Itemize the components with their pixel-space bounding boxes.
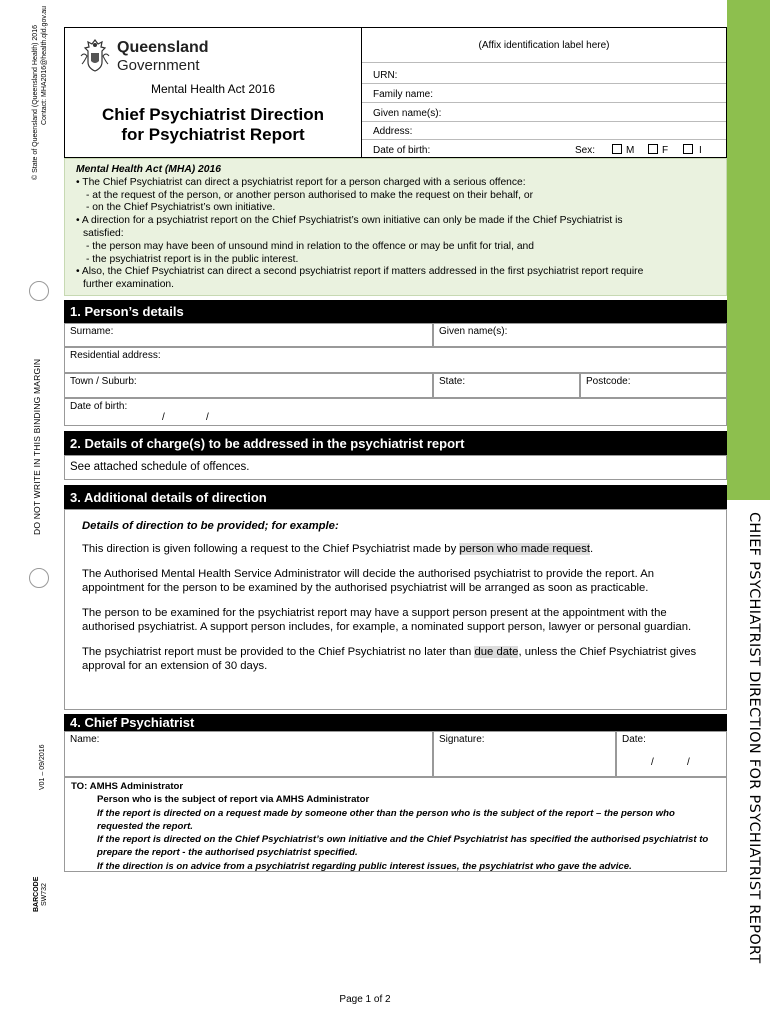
sex-f-checkbox[interactable]: [648, 144, 658, 154]
logo-line1: Queensland: [117, 39, 209, 56]
surname-field[interactable]: Surname:: [64, 323, 433, 347]
page-number: Page 1 of 2: [339, 994, 391, 1005]
queensland-crest-icon: [77, 38, 113, 74]
info-bullet: • Also, the Chief Psychiatrist can direct a second psychiatrist report if matters addressed in the first psychiatrist report require: [76, 266, 644, 278]
to-recipient: If the direction is on advice from a psychiatrist regarding public interest issues, the psychiatrist who gave the advice.: [97, 860, 632, 872]
direction-paragraph-administrator: The Authorised Mental Health Service Administrator will decide the authorised psychiatrist to provide the report. An appointment for the person to be examined by the authorised psychiatrist will be arranged as soon as practicable.: [82, 568, 655, 594]
info-sub-bullet: - at the request of the person, or another person authorised to make the request on their behalf, or: [86, 189, 534, 201]
queensland-government-logo: [77, 38, 217, 76]
address-field[interactable]: Address:: [373, 126, 413, 137]
copyright-text: © State of Queensland (Queensland Health) 2016: [32, 25, 39, 180]
barcode-label: BARCODE: [33, 876, 40, 912]
section3-header: 3. Additional details of direction: [64, 485, 727, 509]
date-slash: /: [651, 757, 654, 768]
cp-date-field[interactable]: Date: / /: [616, 731, 727, 777]
info-bullet: • The Chief Psychiatrist can direct a psychiatrist report for a person charged with a serious offence:: [76, 176, 526, 188]
given-names-field[interactable]: Given name(s):: [373, 108, 442, 119]
version-text: V01 – 09/2016: [39, 744, 46, 790]
info-sub-bullet: - on the Chief Psychiatrist’s own initiative.: [86, 202, 276, 214]
sex-f-label: F: [662, 145, 669, 156]
label-dob-field[interactable]: Date of birth:: [373, 145, 431, 156]
section2-header: 2. Details of charge(s) to be addressed in the psychiatrist report: [64, 431, 727, 455]
direction-paragraph-request: This direction is given following a request to the Chief Psychiatrist made by person who made request.: [82, 543, 594, 555]
given-names-field[interactable]: Given name(s):: [433, 323, 727, 347]
sex-m-checkbox[interactable]: [612, 144, 622, 154]
form-title-line1: Chief Psychiatrist Direction: [101, 105, 324, 124]
info-bullet-cont: satisfied:: [83, 227, 124, 239]
direction-paragraph-support-person: The person to be examined for the psychiatrist report may have a support person present at the appointment with the authorised psychiatrist. A support person includes, for example, a nominated support person, lawyer or personal guardian.: [82, 607, 692, 633]
urn-field[interactable]: URN:: [373, 70, 398, 81]
green-side-tab: [727, 0, 770, 500]
info-sub-bullet: - the person may have been of unsound mind in relation to the offence or may be unfit for trial, and: [86, 240, 534, 252]
requester-placeholder[interactable]: person who made request: [459, 543, 590, 555]
charges-field[interactable]: See attached schedule of offences.: [64, 455, 727, 480]
to-recipient: Person who is the subject of report via AMHS Administrator: [97, 794, 370, 806]
mha-info-box: [64, 158, 727, 296]
residential-address-field[interactable]: Residential address:: [64, 347, 727, 373]
form-code: SW732: [41, 883, 48, 906]
date-slash: /: [687, 757, 690, 768]
side-title-text: CHIEF PSYCHIATRIST DIRECTION FOR PSYCHIATRIST REPORT: [746, 512, 762, 964]
family-name-field[interactable]: Family name:: [373, 89, 434, 100]
sex-label: Sex:: [575, 145, 596, 156]
town-suburb-field[interactable]: Town / Suburb:: [64, 373, 433, 398]
side-title: [742, 512, 762, 964]
date-slash: /: [162, 412, 165, 423]
contact-text: Contact: MHA2016@health.qld.gov.au: [41, 5, 48, 125]
sex-i-label: I: [699, 145, 702, 156]
cp-name-field[interactable]: Name:: [64, 731, 433, 777]
affix-label-note: (Affix identification label here): [478, 40, 610, 51]
example-title: Details of direction to be provided; for example:: [82, 520, 339, 532]
to-recipient: If the report is directed on the Chief Psychiatrist’s own initiative and the Chief Psychiatrist has specified the authorised psychiatrist to prepare the report - the authorised psychiatrist specified.: [97, 834, 709, 859]
cp-signature-field[interactable]: Signature:: [433, 731, 616, 777]
info-sub-bullet: - the psychiatrist report is in the public interest.: [86, 253, 299, 265]
direction-paragraph-due-date: The psychiatrist report must be provided to the Chief Psychiatrist no later than due date, unless the Chief Psychiatrist gives approval for an extension of 30 days.: [82, 646, 697, 672]
due-date-placeholder[interactable]: due date: [474, 646, 519, 658]
punch-hole-bottom: [29, 568, 49, 588]
logo-line2: Government: [117, 57, 200, 74]
sex-m-label: M: [626, 145, 635, 156]
info-title: Mental Health Act (MHA) 2016: [76, 164, 221, 175]
section1-header: 1. Person’s details: [64, 300, 727, 323]
to-recipient: If the report is directed on a request made by someone other than the person who is the subject of the report – the person who requested the report.: [97, 807, 675, 832]
info-bullet: • A direction for a psychiatrist report on the Chief Psychiatrist’s own initiative can only be made if the Chief Psychiatrist is: [76, 215, 623, 227]
to-line: TO: AMHS Administrator: [71, 781, 184, 792]
act-name: Mental Health Act 2016: [150, 82, 276, 96]
binding-margin-text: DO NOT WRITE IN THIS BINDING MARGIN: [32, 358, 42, 535]
state-field[interactable]: State:: [433, 373, 580, 398]
date-slash: /: [206, 412, 209, 423]
distribution-box: [64, 777, 727, 872]
section4-header: 4. Chief Psychiatrist: [64, 714, 727, 731]
postcode-field[interactable]: Postcode:: [580, 373, 727, 398]
form-title: [65, 105, 361, 145]
dob-field[interactable]: Date of birth: / /: [64, 398, 727, 426]
direction-details-field[interactable]: [64, 509, 727, 710]
sex-i-checkbox[interactable]: [683, 144, 693, 154]
form-title-line2: for Psychiatrist Report: [121, 125, 305, 144]
info-bullet-cont: further examination.: [83, 279, 175, 291]
punch-hole-top: [29, 281, 49, 301]
form-header: [64, 27, 727, 158]
